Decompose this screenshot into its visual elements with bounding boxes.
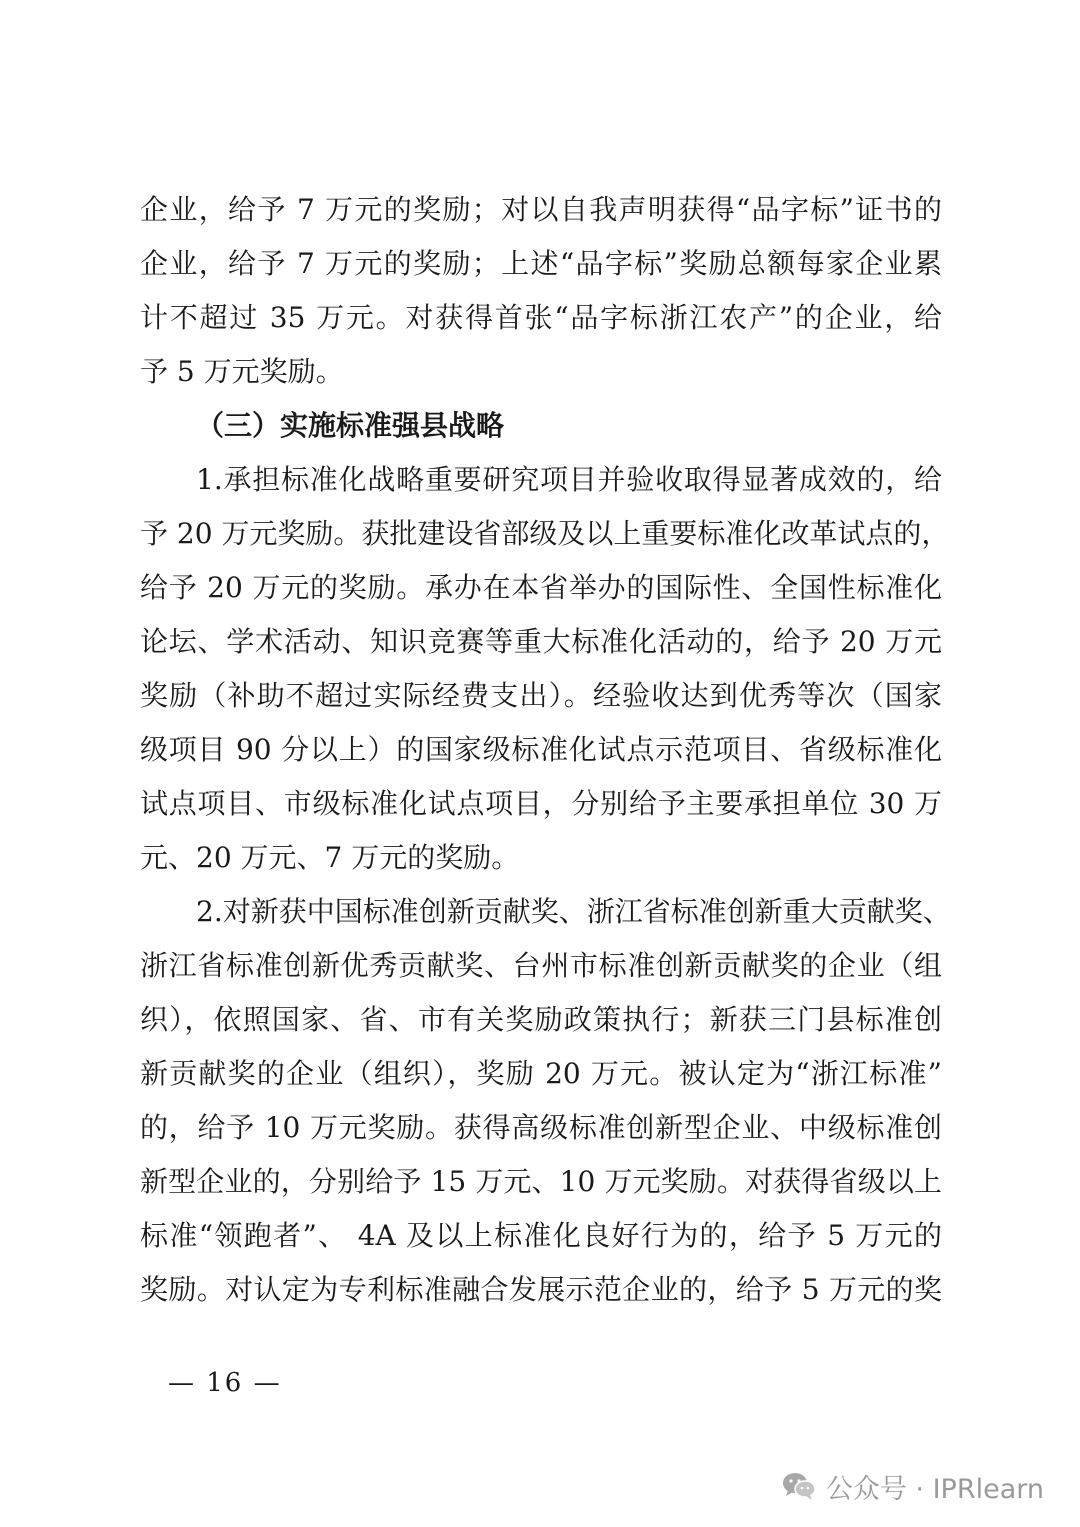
- watermark: [782, 1466, 1044, 1506]
- paragraph-line: 浙江省标准创新优秀贡献奖、台州市标准创新贡献奖的企业（组: [140, 949, 942, 982]
- paragraph-line: 予 5 万元奖励。: [140, 355, 344, 388]
- paragraph-line: 织），依照国家、省、市有关奖励政策执行；新获三门县标准创: [140, 1003, 942, 1036]
- paragraph-line: 2.对新获中国标准创新贡献奖、浙江省标准创新重大贡献奖、: [196, 895, 951, 928]
- paragraph-line: 的，给予 10 万元奖励。获得高级标准创新型企业、中级标准创: [140, 1111, 942, 1144]
- paragraph-line: 企业，给予 7 万元的奖励；上述“品字标”奖励总额每家企业累: [140, 247, 942, 280]
- paragraph-line: 1.承担标准化战略重要研究项目并验收取得显著成效的，给: [196, 463, 942, 496]
- wechat-icon: [782, 1471, 816, 1501]
- paragraph-line: 计不超过 35 万元。对获得首张“品字标浙江农产”的企业，给: [140, 301, 942, 334]
- paragraph-line: 新型企业的，分别给予 15 万元、10 万元奖励。对获得省级以上: [140, 1165, 942, 1198]
- paragraph-line: 新贡献奖的企业（组织），奖励 20 万元。被认定为“浙江标准”: [140, 1057, 942, 1090]
- paragraph-line: 元、20 万元、7 万元的奖励。: [140, 841, 520, 874]
- watermark-text: 公众号 · IPRlearn: [825, 1473, 1044, 1505]
- section-heading: （三）实施标准强县战略: [196, 409, 505, 442]
- paragraph-line: 奖励。对认定为专利标准融合发展示范企业的，给予 5 万元的奖: [140, 1273, 942, 1306]
- paragraph-line: 奖励（补助不超过实际经费支出）。经验收达到优秀等次（国家: [140, 679, 942, 712]
- paragraph-line: 论坛、学术活动、知识竞赛等重大标准化活动的，给予 20 万元: [140, 625, 942, 658]
- page-number: — 16 —: [168, 1368, 282, 1398]
- paragraph-line: 试点项目、市级标准化试点项目，分别给予主要承担单位 30 万: [140, 787, 942, 820]
- paragraph-line: 给予 20 万元的奖励。承办在本省举办的国际性、全国性标准化: [140, 571, 942, 604]
- paragraph-line: 企业，给予 7 万元的奖励；对以自我声明获得“品字标”证书的: [140, 193, 942, 226]
- paragraph-line: 标准“领跑者”、 4A 及以上标准化良好行为的，给予 5 万元的: [140, 1219, 942, 1252]
- paragraph-line: 予 20 万元奖励。获批建设省部级及以上重要标准化改革试点的，: [140, 517, 950, 550]
- paragraph-line: 级项目 90 分以上）的国家级标准化试点示范项目、省级标准化: [140, 733, 942, 766]
